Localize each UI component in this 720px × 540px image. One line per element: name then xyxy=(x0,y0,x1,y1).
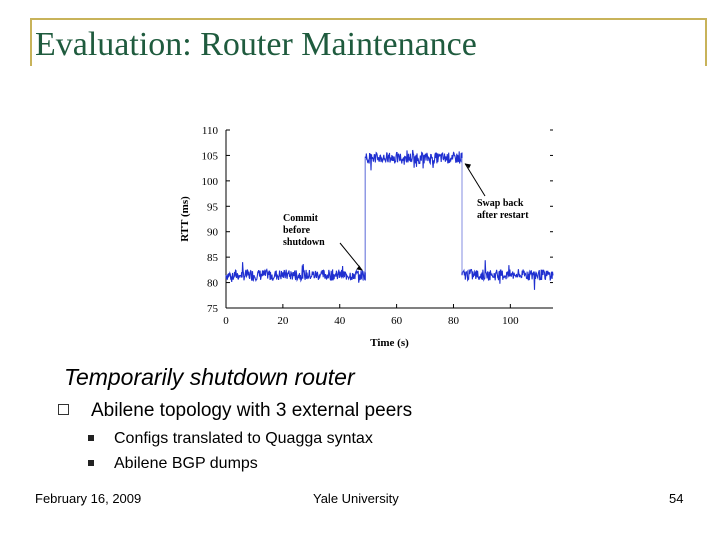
arrowhead-icon xyxy=(356,265,362,270)
bullet-main xyxy=(58,400,412,422)
x-tick-label: 100 xyxy=(502,315,519,327)
hollow-square-bullet-icon xyxy=(58,404,69,415)
y-tick-label: 85 xyxy=(207,252,218,265)
x-tick-label: 40 xyxy=(334,315,346,327)
title-frame-left xyxy=(30,18,32,66)
sub-bullet-text: Abilene BGP dumps xyxy=(114,455,258,472)
filled-square-bullet-icon xyxy=(88,435,94,441)
y-tick-label: 80 xyxy=(207,277,218,290)
slide-title: Evaluation: Router Maintenance xyxy=(35,26,477,63)
y-tick-label: 110 xyxy=(201,125,218,137)
x-tick-label: 60 xyxy=(391,315,403,327)
rtt-chart xyxy=(160,118,560,358)
y-tick-label: 95 xyxy=(207,201,218,214)
filled-square-bullet-icon xyxy=(88,460,94,466)
x-tick-label: 80 xyxy=(447,315,459,327)
slide-subtitle: Temporarily shutdown router xyxy=(64,364,355,390)
sub-bullet-text: Configs translated to Quagga syntax xyxy=(114,430,373,447)
annotation-commit-text: Commit xyxy=(283,213,318,224)
page-number: 54 xyxy=(669,491,684,506)
y-tick-label: 100 xyxy=(201,175,218,188)
x-tick-label: 20 xyxy=(277,315,289,327)
title-frame-right xyxy=(705,18,707,66)
annotation-swap-arrow xyxy=(465,164,485,196)
footer-org: Yale University xyxy=(313,491,399,506)
x-tick-label: 0 xyxy=(223,315,229,327)
y-tick-label: 90 xyxy=(207,226,218,239)
y-tick-label: 105 xyxy=(201,150,218,163)
footer-date: February 16, 2009 xyxy=(35,491,142,506)
annotation-swap-text: Swap back xyxy=(477,198,524,209)
bullet-main-text: Abilene topology with 3 external peers xyxy=(91,400,413,421)
y-tick-label: 75 xyxy=(207,303,218,315)
annotation-commit-text: before xyxy=(283,225,311,236)
title-frame-top xyxy=(30,18,706,20)
annotation-swap-text: after restart xyxy=(477,210,529,221)
x-axis-label: Time (s) xyxy=(370,337,409,349)
annotation-commit-text: shutdown xyxy=(283,237,325,248)
y-axis-label: RTT (ms) xyxy=(179,196,191,242)
sub-bullet xyxy=(88,430,373,448)
sub-bullet xyxy=(88,455,258,473)
